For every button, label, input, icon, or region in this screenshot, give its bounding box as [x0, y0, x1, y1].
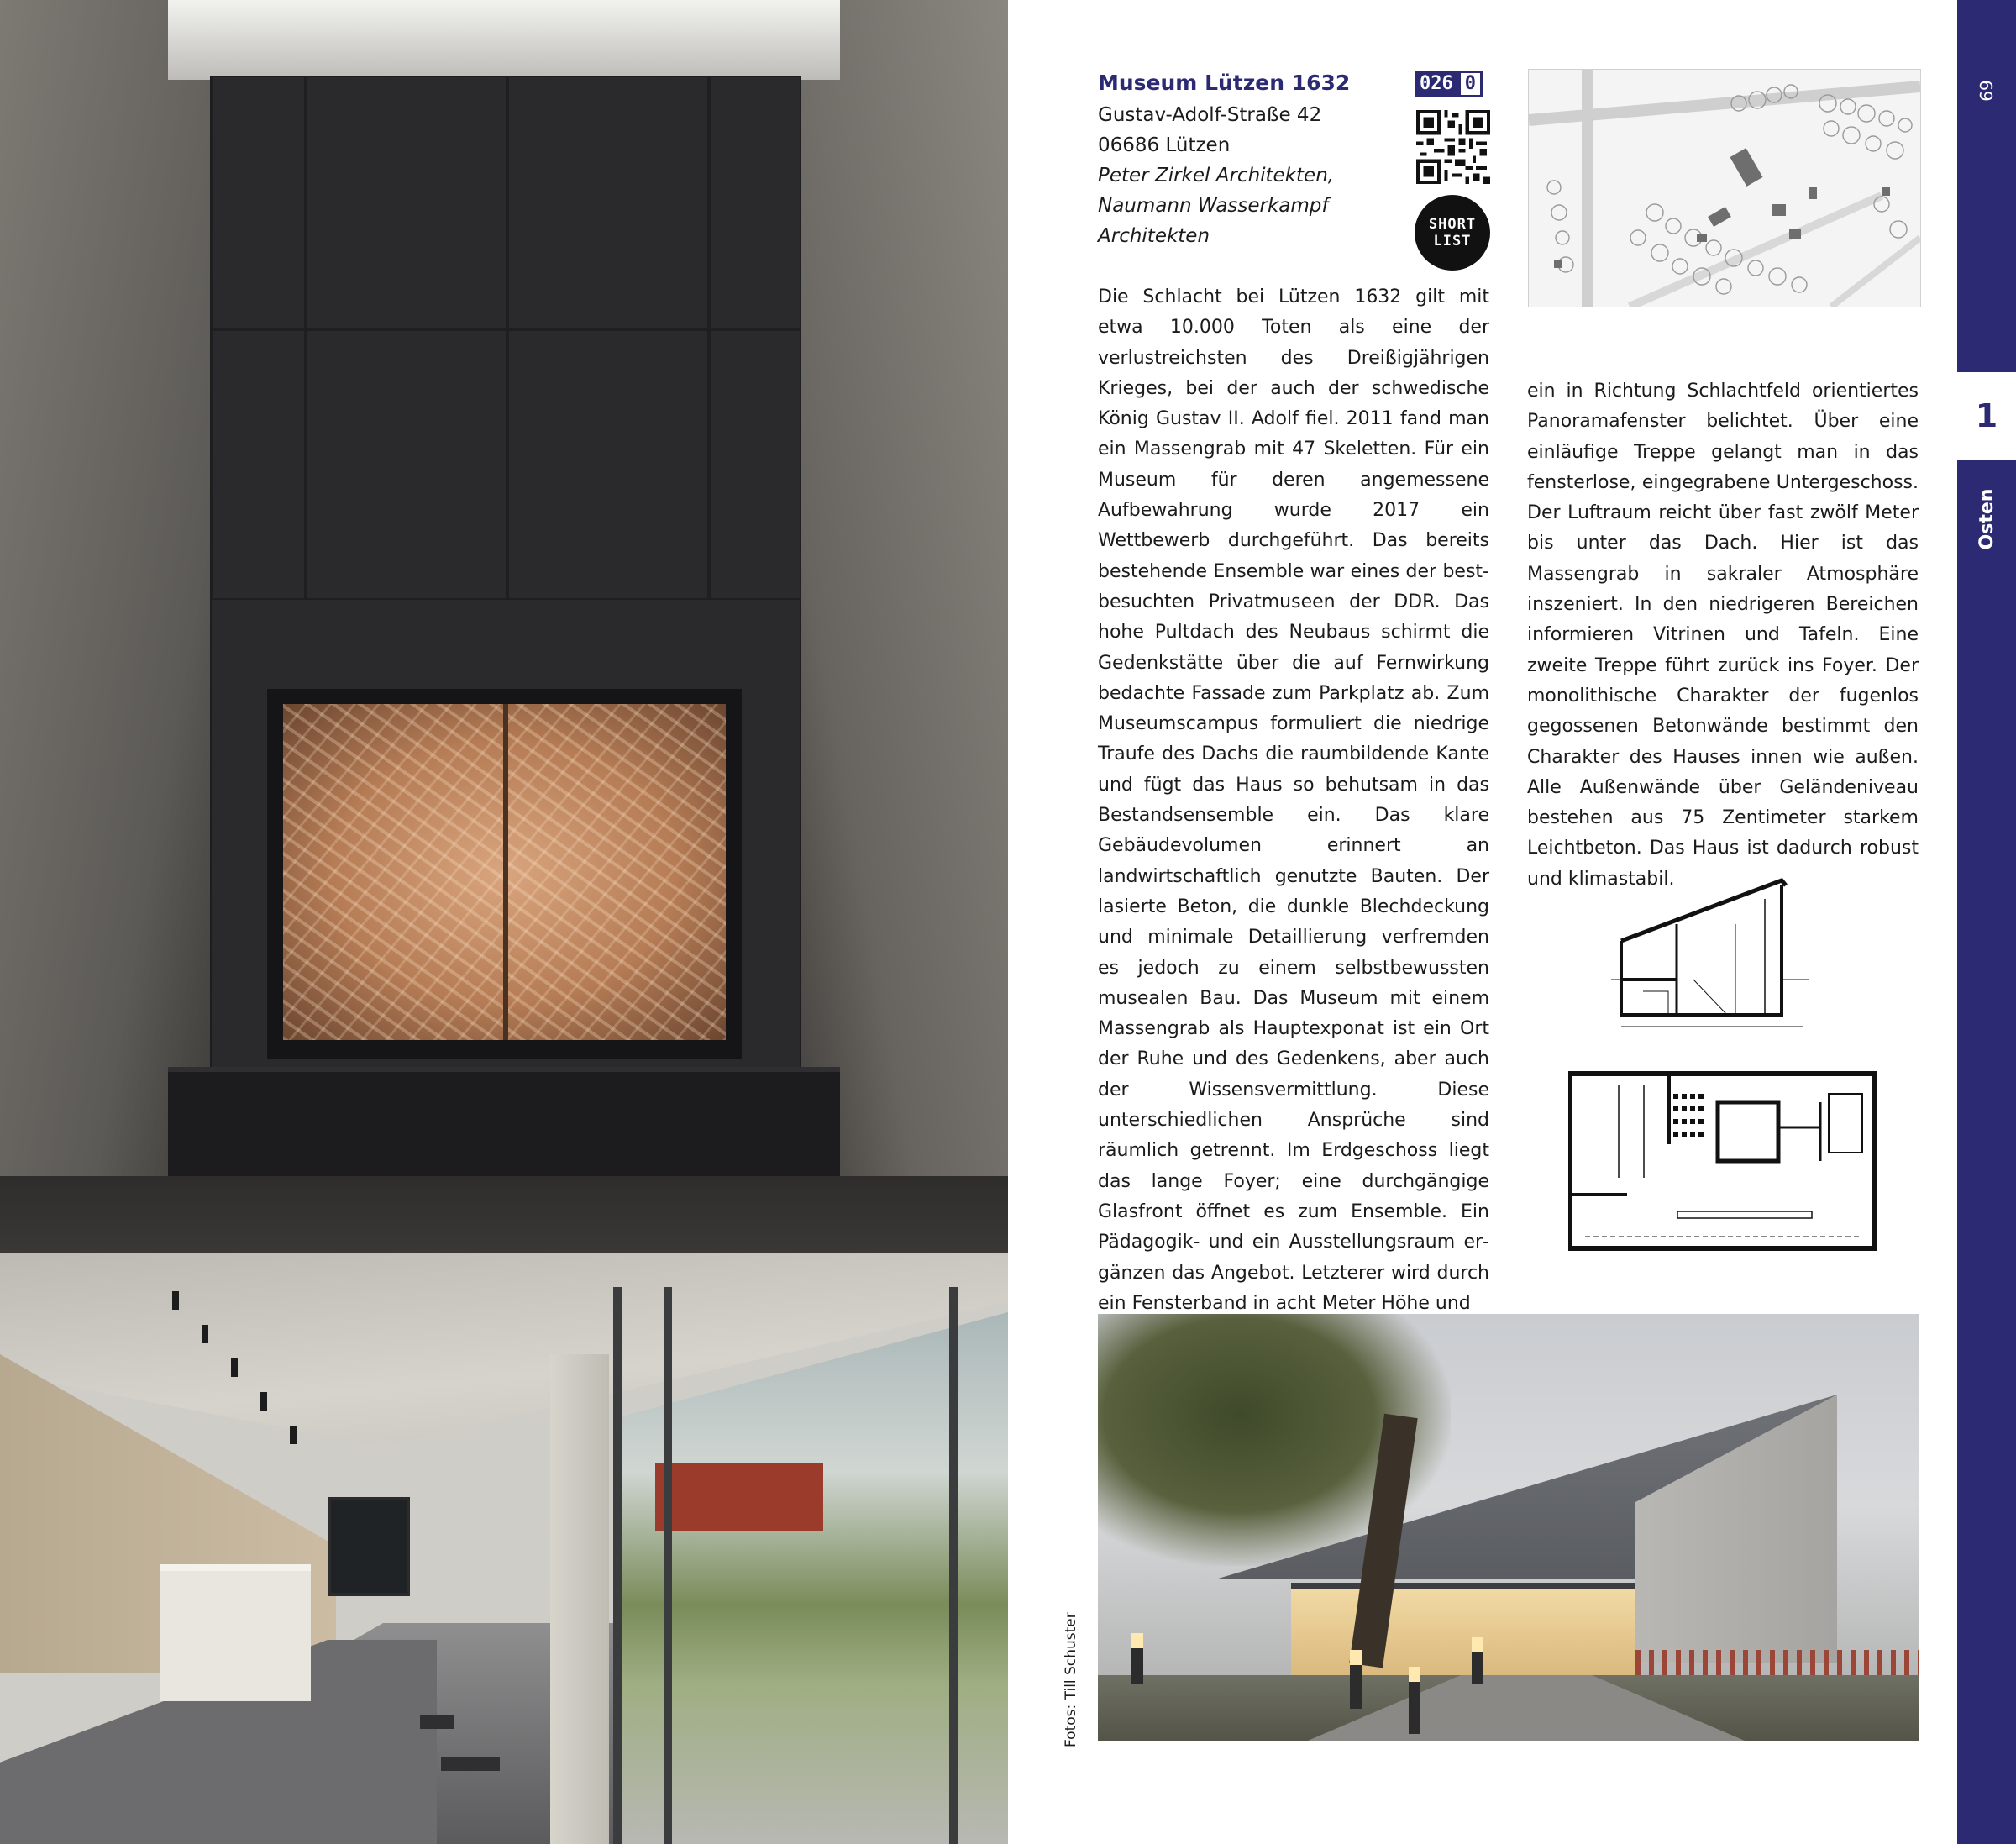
shortlist-badge [1415, 195, 1490, 271]
shortlist-line-2: LIST [1433, 233, 1472, 250]
chapter-tab[interactable]: 1 [1957, 372, 2016, 460]
region-label: Osten [1976, 488, 1998, 550]
shortlist-line-1: SHORT [1428, 216, 1477, 233]
entry-number-badge [1415, 71, 1483, 97]
address-street: Gustav-Adolf-Straße 42 [1098, 104, 1322, 126]
entry-number: 026 [1415, 71, 1458, 97]
photo-foyer [0, 1253, 1008, 1844]
chapter-sidebar [1957, 0, 2016, 1844]
architects-line-1: Peter Zirkel Architekten, [1098, 165, 1335, 187]
architects-line-2: Naumann Wasserkampf [1098, 195, 1329, 217]
body-text-column-1: Die Schlacht bei Lützen 1632 gilt mit etwa 10.000 Toten als eine der verlustreichsten des Dreißigjährigen Krieges, bei der auch der schwedische König Gustav II. Adolf fiel. 2011 fand man ein Massengrab mit 47 Skeletten. Für ein Museum für deren angemessene Aufbewahrung wurde 2017 ein Wettbewerb durchgeführt. Das bereits bestehende Ensemble war eines der bestbesuchten Privatmuseen der DDR. Das hohe Pultdach des Neubaus schirmt die Gedenkstätte über die auf Fernwirkung bedachte Fassade zum Parkplatz ab. Zum Museumscampus formuliert die niedrige Traufe des Dachs die raumbildende Kante und fügt das Haus so behutsam in das Bestandsensemble ein. Das klare Gebäudevolumen erinnert an landwirtschaftlich genutzte Bauten. Der lasierte Beton, die dunkle Blechdeckung und minimale Detaillierung verfremden es jedoch zu einem selbstbewussten musealen Bau. Das Museum mit einem Massengrab als Hauptexponat ist ein Ort der Ruhe und des Gedenkens, aber auch der Wissensvermittlung. Diese unterschiedlichen Ansprüche sind räumlich getrennt. Im Erdgeschoss liegt das lange Foyer; eine durchgängige Glasfront öffnet es zum Ensemble. Ein Pädagogik- und ein Ausstellungsraum ergänzen das Angebot. Letzterer wird durch ein Fensterband in acht Meter Höhe und [1098, 286, 1489, 1314]
photo-exterior [1098, 1314, 1919, 1741]
architects-line-3: Architekten [1098, 225, 1210, 247]
address-city: 06686 Lützen [1098, 134, 1231, 156]
page-number: 69 [1977, 80, 1997, 102]
site-plan [1528, 69, 1921, 307]
photo-mass-grave-hall [0, 0, 1008, 1253]
floor-plan [1568, 1069, 1879, 1253]
photo-credit: Fotos: Till Schuster [1063, 1612, 1079, 1747]
mass-grave-vitrine [283, 704, 726, 1040]
body-text-column-2: ein in Richtung Schlachtfeld orientiertes Panoramafenster belichtet. Über eine einläufige Treppe gelangt man in das fensterlose, eingegrabene Untergeschoss. Der Luftraum reicht über fast zwölf Meter bis unter das Dach. Hier ist das Massengrab in sakraler Atmosphäre inszeniert. In den niedrigeren Bereichen informieren Vitrinen und Tafeln. Eine zweite Treppe führt zurück ins Foyer. Der monolithische Charakter der fugenlos gegossenen Betonwände bestimmt den Charakter des Hauses innen wie außen. Alle Außenwände über Geländeniveau bestehen aus 75 Zentimeter starkem Leichtbeton. Das Haus ist dadurch robust und klimastabil. [1527, 381, 1919, 890]
section-drawing [1609, 874, 1811, 1029]
entry-number-suffix: 0 [1458, 71, 1483, 97]
qr-code-icon[interactable] [1416, 110, 1490, 184]
entry-title: Museum Lützen 1632 [1098, 71, 1351, 95]
